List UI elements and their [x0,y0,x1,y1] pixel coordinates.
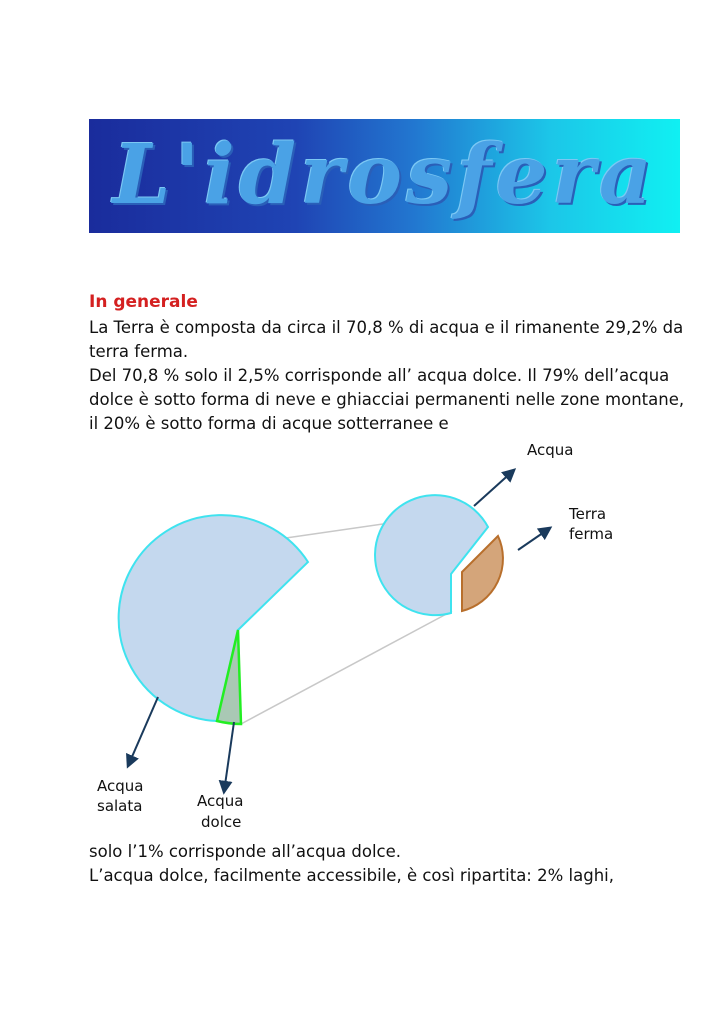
paragraph-composition: La Terra è composta da circa il 70,8 % di acqua e il rimanente 29,2% da terra ferma. [89,318,684,361]
label-terra-line2: ferma [569,525,614,543]
salt-water-slice [119,515,308,721]
label-terra-line1: Terra [569,505,607,523]
paragraph-fresh-water: Del 70,8 % solo il 2,5% corrisponde all’ acqua dolce. Il 79% dell’acqua dolce è sotto forma di neve e ghiacciai permanenti nelle zone montane, il 20% è sotto forma di acque sotterranee e [89,366,685,433]
connector-line-bottom [241,611,452,724]
label-dolce-line1: Acqua [197,792,244,810]
water-distribution-diagram [0,430,725,840]
arrow-terra [518,528,550,550]
banner-title: L'idrosfera [112,127,657,223]
paragraph-distribution: L’acqua dolce, facilmente accessibile, è così ripartita: 2% laghi, [89,866,614,885]
title-banner [89,119,680,233]
label-salata-line1: Acqua [97,777,144,795]
label-salata-line2: salata [97,797,143,815]
arrow-dolce [224,722,234,792]
section-heading: In generale [89,292,198,312]
paragraph-one-percent: solo l’1% corrisponde all’acqua dolce. [89,842,402,861]
label-acqua: Acqua [527,441,574,459]
label-dolce-line2: dolce [201,813,242,831]
arrow-salata [128,697,158,766]
arrow-acqua [474,470,514,506]
